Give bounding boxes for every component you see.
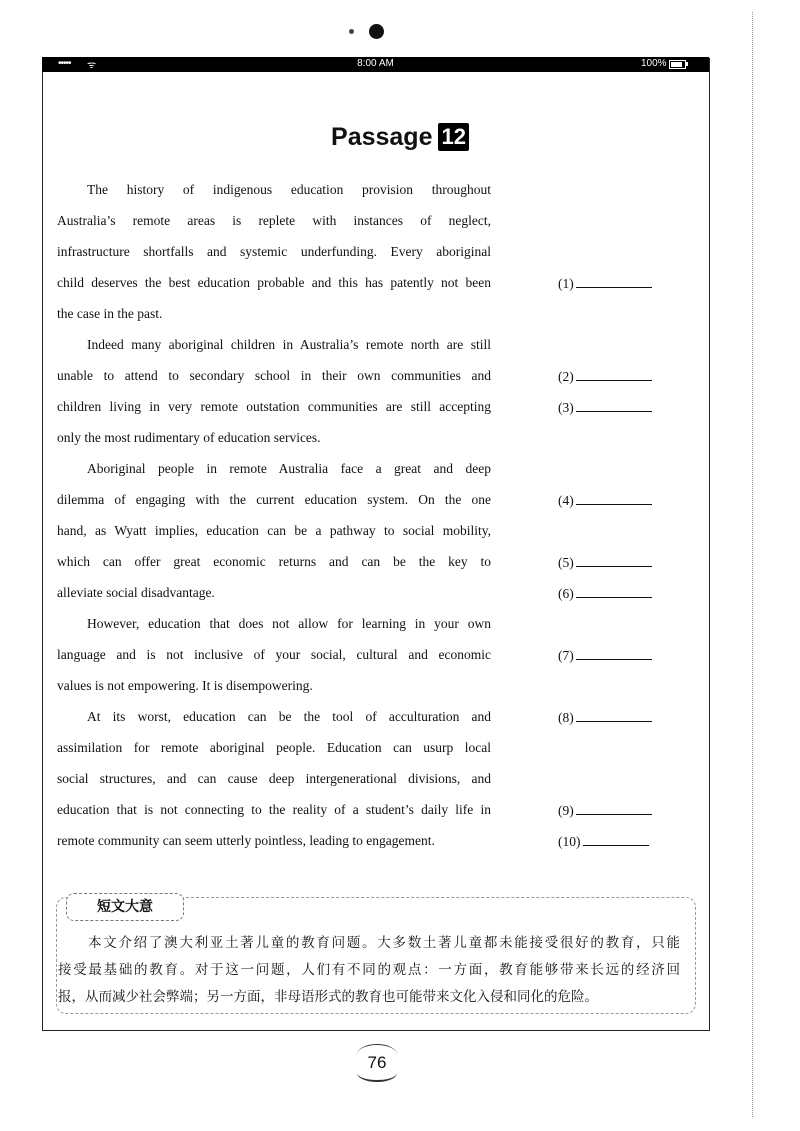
passage-line: language and is not inclusive of your social, cultural and economic (57, 647, 491, 662)
answer-blank-7[interactable] (558, 647, 652, 664)
blank-label: (6) (558, 586, 574, 601)
passage-line: children living in very remote outstation communities are still accepting (57, 399, 491, 414)
signal-icon: ••••• (58, 58, 71, 69)
blank-line (576, 399, 652, 412)
battery-percent: 100% (641, 58, 667, 69)
blank-label: (3) (558, 400, 574, 415)
battery-tip (686, 62, 688, 66)
blank-line (576, 275, 652, 288)
blank-label: (2) (558, 369, 574, 384)
summary-line: 接受最基础的教育。对于这一问题，人们有不同的观点：一方面，教育能够带来长远的经济回 (58, 962, 680, 978)
blank-line (576, 585, 652, 598)
wifi-icon: ᯤ (87, 60, 97, 71)
passage-line: the case in the past. (57, 306, 163, 321)
blank-label: (9) (558, 803, 574, 818)
blank-label: (7) (558, 648, 574, 663)
passage-line: which can offer great economic returns and can be the key to (57, 554, 491, 569)
passage-line: unable to attend to secondary school in their own communities and (57, 368, 491, 383)
answer-blank-6[interactable] (558, 585, 652, 602)
page-edge (752, 12, 754, 1117)
blank-line (576, 554, 652, 567)
blank-line (583, 833, 649, 846)
passage-line: alleviate social disadvantage. (57, 585, 215, 600)
passage-line: hand, as Wyatt implies, education can be a pathway to social mobility, (57, 523, 491, 538)
passage-line: assimilation for remote aboriginal people. Education can usurp local (57, 740, 491, 755)
passage-line: education that is not connecting to the reality of a student’s daily life in (57, 802, 491, 817)
passage-line: infrastructure shortfalls and systemic underfunding. Every aboriginal (57, 244, 491, 259)
passage-line: However, education that does not allow for learning in your own (87, 616, 491, 631)
summary-label: 短文大意 (66, 893, 184, 921)
blank-label: (1) (558, 276, 574, 291)
passage-line: remote community can seem utterly pointless, leading to engagement. (57, 833, 435, 848)
status-time: 8:00 AM (357, 58, 394, 69)
device-frame (42, 58, 710, 1031)
passage-line: Australia’s remote areas is replete with instances of neglect, (57, 213, 491, 228)
answer-blank-8[interactable] (558, 709, 652, 726)
blank-line (576, 709, 652, 722)
status-bar (42, 57, 709, 72)
passage-line: The history of indigenous education provision throughout (87, 182, 491, 197)
answer-blank-9[interactable] (558, 802, 652, 819)
passage-number-badge: 12 (438, 123, 468, 151)
page-title (0, 123, 800, 152)
blank-line (576, 492, 652, 505)
summary-line: 本文介绍了澳大利亚土著儿童的教育问题。大多数土著儿童都未能接受很好的教育，只能 (88, 935, 680, 951)
passage-line: child deserves the best education probable and this has patently not been (57, 275, 491, 290)
blank-line (576, 802, 652, 815)
passage-line: values is not empowering. It is disempowering. (57, 678, 313, 693)
battery-icon (669, 60, 686, 69)
blank-line (576, 647, 652, 660)
blank-label: (4) (558, 493, 574, 508)
passage-line: Indeed many aboriginal children in Australia’s remote north are still (87, 337, 491, 352)
blank-label: (10) (558, 834, 581, 849)
passage-line: dilemma of engaging with the current education system. On the one (57, 492, 491, 507)
answer-blank-2[interactable] (558, 368, 652, 385)
blank-line (576, 368, 652, 381)
camera-sensor (349, 29, 354, 34)
summary-line: 报，从而减少社会弊端；另一方面，非母语形式的教育也可能带来文化入侵和同化的危险。 (58, 989, 598, 1005)
answer-blank-4[interactable] (558, 492, 652, 509)
camera-icon (369, 24, 384, 39)
passage-line: Aboriginal people in remote Australia face a great and deep (87, 461, 491, 476)
blank-label: (5) (558, 555, 574, 570)
passage-line: At its worst, education can be the tool of acculturation and (87, 709, 491, 724)
passage-title: Passage (331, 123, 433, 151)
passage-line: only the most rudimentary of education services. (57, 430, 321, 445)
answer-blank-10[interactable] (558, 833, 649, 850)
page-number: 76 (367, 1053, 387, 1072)
answer-blank-3[interactable] (558, 399, 652, 416)
answer-blank-1[interactable] (558, 275, 652, 292)
answer-blank-5[interactable] (558, 554, 652, 571)
blank-label: (8) (558, 710, 574, 725)
passage-line: social structures, and can cause deep intergenerational divisions, and (57, 771, 491, 786)
